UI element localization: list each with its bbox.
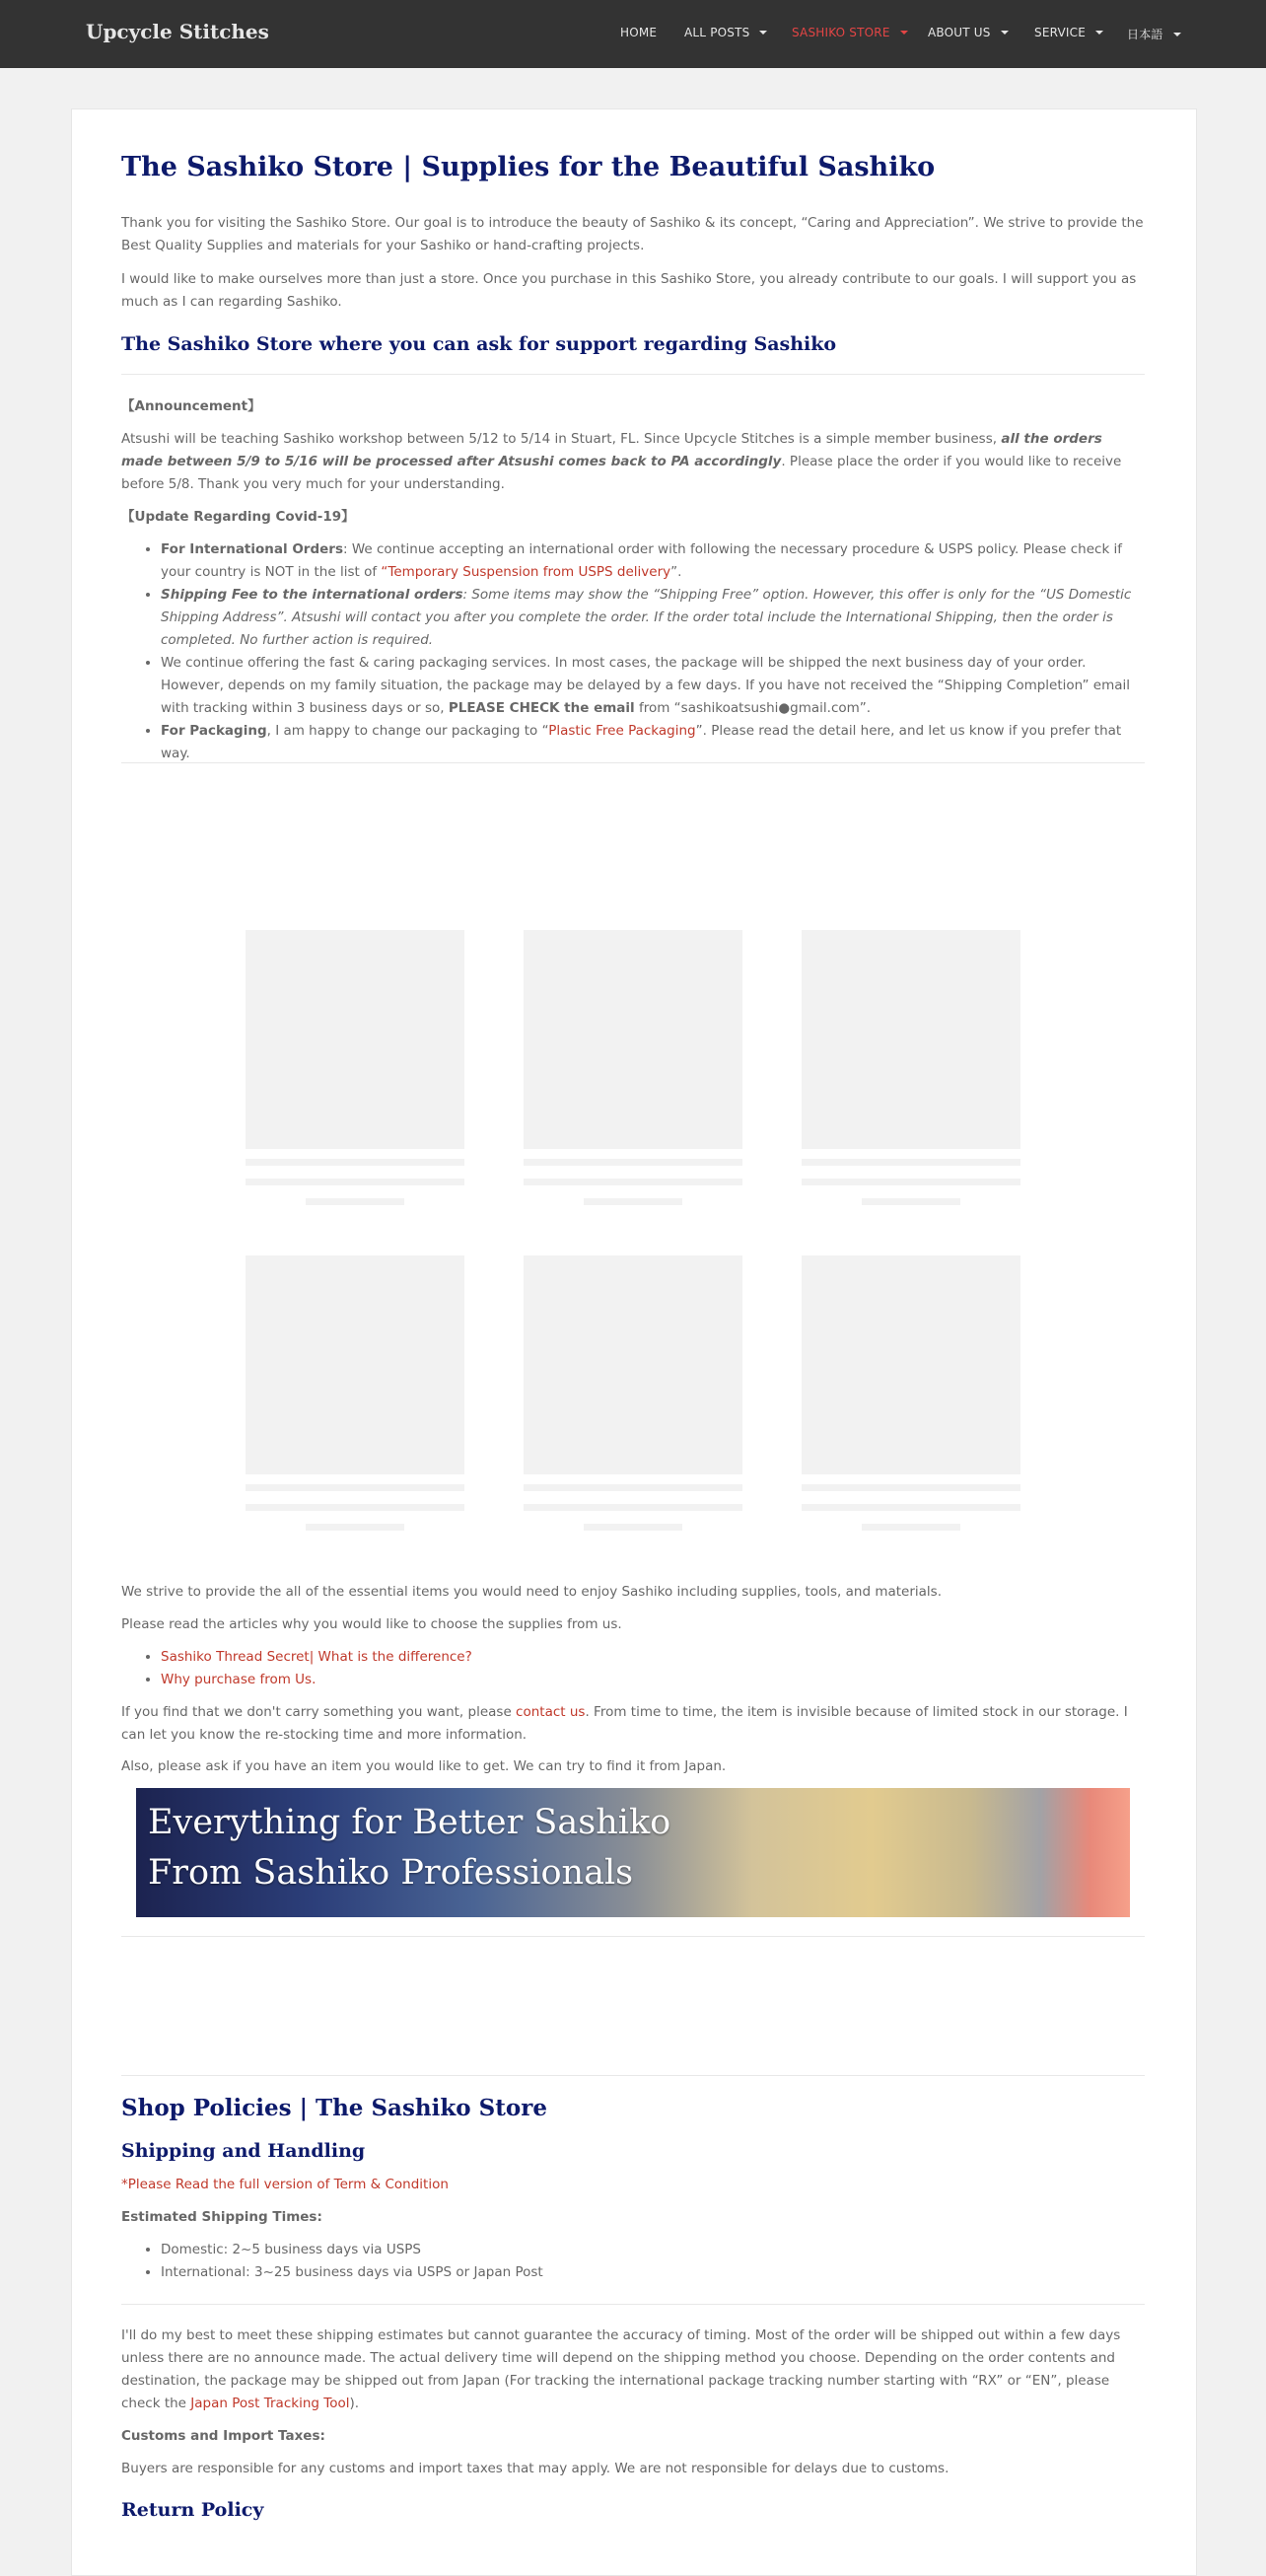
nav-home-label: HOME: [620, 26, 658, 39]
announcement-heading: 【Announcement】: [121, 398, 261, 414]
shipping-fee-label: Shipping Fee to the international orders: [161, 587, 463, 603]
product-title-placeholder: [524, 1159, 742, 1166]
nav-about-us-label: ABOUT US: [928, 26, 991, 39]
intro-paragraph-2: I would like to make ourselves more than just a store. Once you purchase in this Sashiko Store, you already contribute to our goals. I will support you as much as I can regarding Sashiko.: [121, 271, 1137, 310]
covid-heading: 【Update Regarding Covid-19】: [121, 509, 355, 525]
divider: [121, 1936, 1145, 1937]
strive-paragraph: We strive to provide the all of the essential items you would need to enjoy Sashiko including supplies, tools, and materials.: [121, 1584, 943, 1600]
customs-paragraph: Buyers are responsible for any customs and import taxes that may apply. We are not responsible for delays due to customs.: [121, 2461, 950, 2476]
intl-orders-text: : We continue accepting an international order with following the necessary procedure & USPS policy. Please check if your country is NOT in the list of: [161, 541, 1123, 580]
check-email-label: PLEASE CHECK the email: [448, 700, 635, 716]
product-title-placeholder: [246, 1159, 464, 1166]
packaging-label: For Packaging: [161, 723, 267, 739]
product-image-placeholder[interactable]: [246, 1255, 464, 1474]
announcement-text: Atsushi will be teaching Sashiko workshop between 5/12 to 5/14 in Stuart, FL. Since Upcycle Stitches is a simple member business,: [121, 431, 1002, 447]
intl-orders-end: ”.: [670, 564, 682, 580]
terms-paragraph: [121, 2174, 1145, 2196]
banner-line-2: From Sashiko Professionals: [148, 1853, 634, 1893]
nav-all-posts-label: ALL POSTS: [684, 26, 750, 39]
product-price-placeholder: [862, 1524, 960, 1531]
product-image-placeholder[interactable]: [802, 930, 1020, 1149]
est-list: [121, 2239, 1145, 2284]
product-title-placeholder: [802, 1179, 1020, 1185]
usps-suspension-link[interactable]: “Temporary Suspension from USPS delivery: [381, 564, 671, 580]
intl-orders-label: For International Orders: [161, 541, 343, 557]
nav-japanese[interactable]: [1127, 26, 1181, 42]
plastic-free-link[interactable]: Plastic Free Packaging: [548, 723, 696, 739]
policies-heading: Shop Policies | The Sashiko Store: [121, 2095, 547, 2121]
thread-secret-link[interactable]: Sashiko Thread Secret| What is the difference?: [161, 1649, 472, 1665]
divider: [121, 2075, 1145, 2076]
page-title: The Sashiko Store | Supplies for the Beautiful Sashiko: [121, 152, 936, 182]
list-item: [161, 720, 1145, 765]
list-item: [161, 1669, 1145, 1691]
product-price-placeholder: [306, 1524, 404, 1531]
nav-japanese-label: 日本語: [1127, 28, 1163, 41]
packaging-text: , I am happy to change our packaging to “: [266, 723, 549, 739]
nav-home[interactable]: [620, 26, 657, 39]
list-item: • Domestic: 2~5 business days via USPS: [161, 2239, 1145, 2261]
product-title-placeholder: [524, 1504, 742, 1511]
covid-list: [121, 538, 1145, 765]
carry-text-end: . From time to time, the item is invisible because of limited stock in our storage. I can let you know the re-stocking time and more information.: [121, 1704, 1128, 1743]
support-heading: The Sashiko Store where you can ask for support regarding Sashiko: [121, 333, 837, 355]
product-title-placeholder: [524, 1179, 742, 1185]
announcement-paragraph: [121, 428, 1145, 496]
packaging-service-end: from “sashikoatsushi●gmail.com”.: [634, 700, 872, 716]
announcement-text-end: . Please place the order if you would like to receive before 5/8. Thank you very much for your understanding.: [121, 454, 1122, 492]
japan-post-tracking-link[interactable]: Japan Post Tracking Tool: [190, 2396, 350, 2411]
divider: [121, 374, 1145, 375]
product-price-placeholder: [584, 1198, 682, 1205]
list-item: [161, 1646, 1145, 1669]
product-title-placeholder: [802, 1159, 1020, 1166]
carry-text: If you find that we don't carry something you want, please: [121, 1704, 517, 1720]
chevron-down-icon: [900, 31, 908, 35]
chevron-down-icon: [1001, 31, 1009, 35]
site-title[interactable]: Upcycle Stitches: [86, 20, 269, 43]
product-title-placeholder: [246, 1484, 464, 1491]
product-title-placeholder: [246, 1179, 464, 1185]
articles-intro: Please read the articles why you would like to choose the supplies from us.: [121, 1616, 622, 1632]
promo-banner[interactable]: [136, 1788, 1130, 1917]
nav-service[interactable]: [1034, 26, 1103, 39]
nav-about-us[interactable]: [928, 26, 1009, 39]
product-image-placeholder[interactable]: [802, 1255, 1020, 1474]
product-image-placeholder[interactable]: [524, 930, 742, 1149]
article-links-list: [121, 1646, 1145, 1691]
chevron-down-icon: [1173, 33, 1181, 36]
divider: [121, 762, 1145, 763]
carry-paragraph: [121, 1701, 1145, 1747]
product-price-placeholder: [306, 1198, 404, 1205]
nav-sashiko-store[interactable]: [792, 26, 908, 39]
announcement-emphasis: all the orders made between 5/9 to 5/16 will be processed after Atsushi comes back to PA accordingly: [121, 431, 1102, 469]
estimate-paragraph: [121, 2325, 1145, 2415]
estimate-text-end: ).: [349, 2396, 360, 2411]
contact-us-link[interactable]: contact us: [516, 1704, 586, 1720]
product-title-placeholder: [246, 1504, 464, 1511]
list-item: [161, 652, 1145, 720]
intro-paragraph-1: Thank you for visiting the Sashiko Store. Our goal is to introduce the beauty of Sashiko & its concept, “Caring and Appreciation”. We strive to provide the Best Quality Supplies and materials for your Sashiko or hand-crafting projects.: [121, 215, 1144, 253]
product-title-placeholder: [802, 1504, 1020, 1511]
terms-link[interactable]: *Please Read the full version of Term & Condition: [121, 2177, 449, 2192]
product-image-placeholder[interactable]: [246, 930, 464, 1149]
shipping-heading: Shipping and Handling: [121, 2140, 366, 2162]
nav-sashiko-store-label: SASHIKO STORE: [792, 26, 890, 39]
packaging-end: ”. Please read the detail here, and let us know if you prefer that way.: [161, 723, 1122, 761]
estimate-text: I'll do my best to meet these shipping estimates but cannot guarantee the accuracy of timing. Most of the order will be shipped out within a few days unless there are no announce made. The actual delivery time will depend on the shipping method you choose. Depending on the order contents and destination, the package may be shipped out from Japan (For tracking the international package tracking number starting with “RX” or “EN”, please check the: [121, 2327, 1121, 2411]
chevron-down-icon: [1095, 31, 1103, 35]
product-title-placeholder: [524, 1484, 742, 1491]
packaging-service-text: We continue offering the fast & caring packaging services. In most cases, the package will be shipped the next business day of your order. However, depends on my family situation, the package may be delayed by a few days. If you have not received the “Shipping Completion” email with tracking within 3 business days or so,: [161, 655, 1130, 716]
list-item: • International: 3~25 business days via USPS or Japan Post: [161, 2261, 1145, 2284]
return-heading: Return Policy: [121, 2499, 264, 2521]
banner-line-1: Everything for Better Sashiko: [148, 1803, 671, 1842]
product-price-placeholder: [862, 1198, 960, 1205]
ask-paragraph: Also, please ask if you have an item you would like to get. We can try to find it from Japan.: [121, 1758, 727, 1774]
product-title-placeholder: [802, 1484, 1020, 1491]
chevron-down-icon: [759, 31, 767, 35]
product-image-placeholder[interactable]: [524, 1255, 742, 1474]
product-price-placeholder: [584, 1524, 682, 1531]
shipping-fee-text: : Some items may show the “Shipping Free” option. However, this offer is only for the “US Domestic Shipping Address”. Atsushi will contact you after you complete the order. If the order total include the International Shipping, then the order is completed. No further action is required.: [161, 587, 1132, 648]
list-item: [161, 584, 1145, 652]
why-purchase-link[interactable]: Why purchase from Us.: [161, 1672, 316, 1687]
top-navigation-bar: [0, 0, 1266, 68]
customs-label: Customs and Import Taxes:: [121, 2428, 325, 2444]
est-label: Estimated Shipping Times:: [121, 2209, 322, 2225]
nav-all-posts[interactable]: [684, 26, 767, 39]
divider: [121, 2304, 1145, 2305]
list-item: [161, 538, 1145, 584]
nav-service-label: SERVICE: [1034, 26, 1086, 39]
